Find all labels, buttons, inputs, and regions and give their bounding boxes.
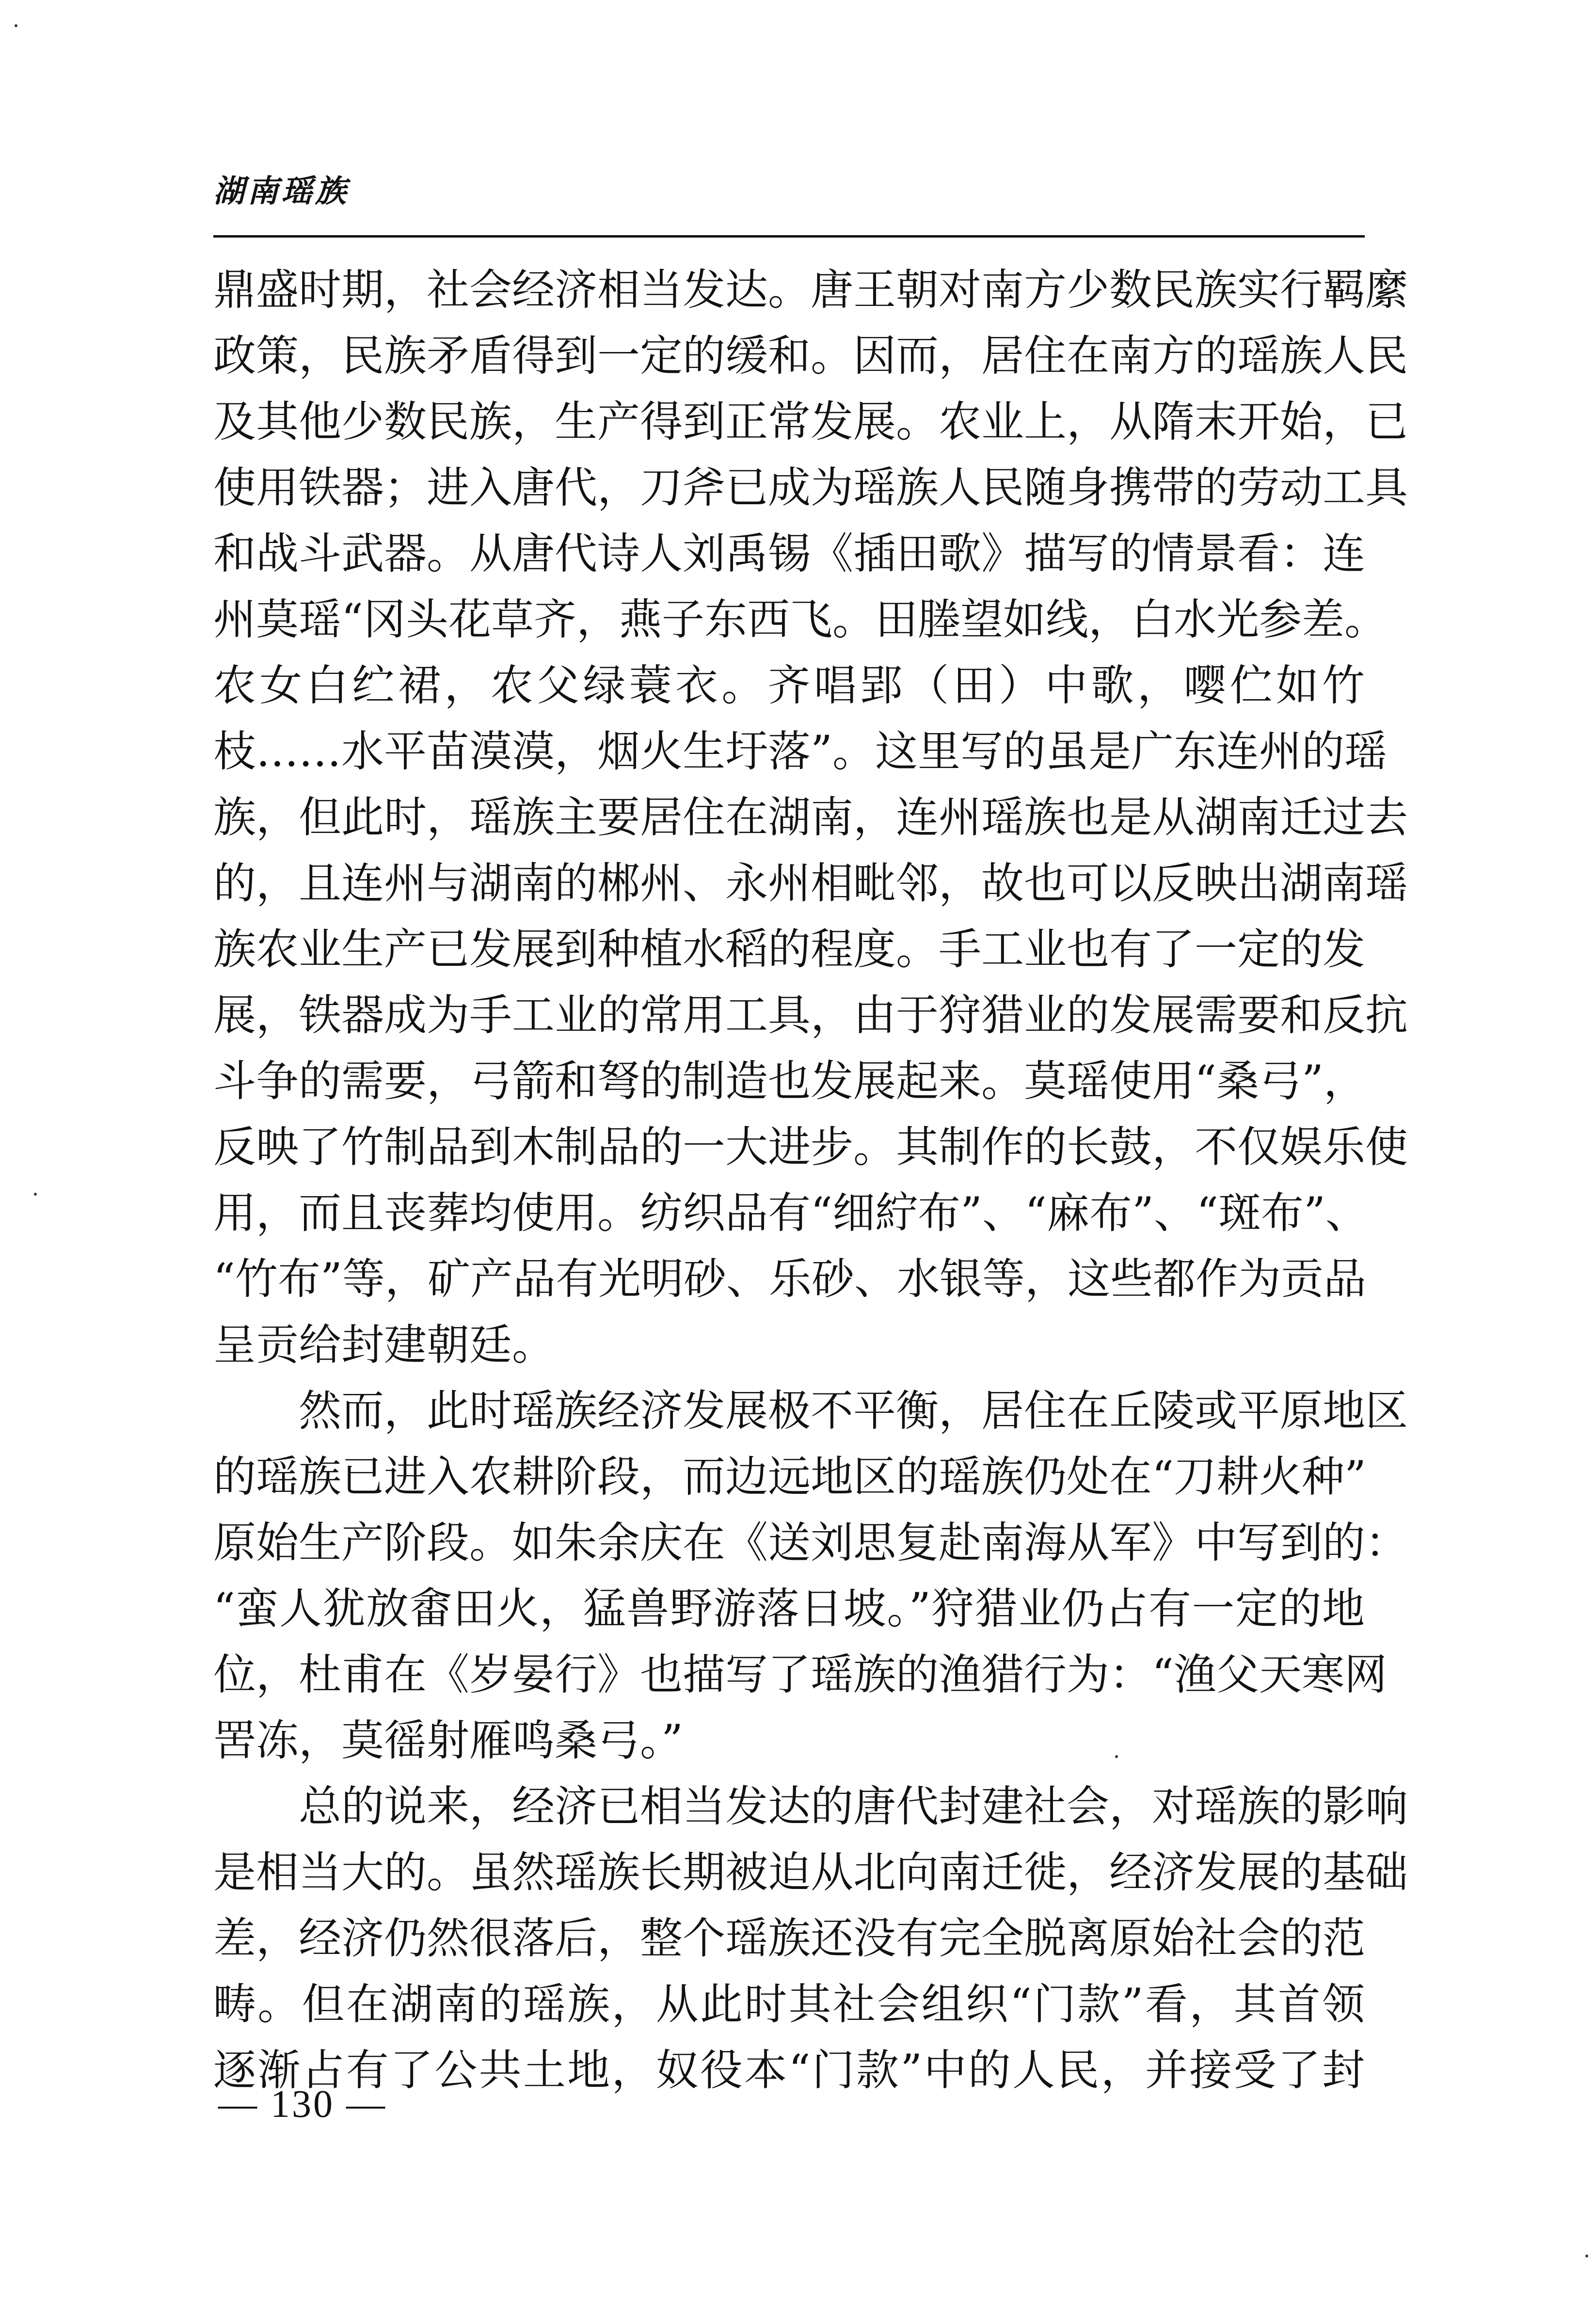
text-line: 反映了竹制品到木制品的一大进步。其制作的长鼓，不仅娱乐使 [213, 1122, 1408, 1172]
text-line: 罟冻，莫徭射雁鸣桑弓。” [213, 1715, 683, 1765]
scan-speck [34, 1193, 37, 1196]
text-line: 的，且连州与湖南的郴州、永州相毗邻，故也可以反映出湖南瑶 [213, 858, 1408, 908]
running-head: 湖南瑶族 [213, 173, 349, 209]
scan-speck [15, 24, 17, 27]
text-line: 政策，民族矛盾得到一定的缓和。因而，居住在南方的瑶族人民 [213, 331, 1408, 381]
text-line: 的瑶族已进入农耕阶段，而边远地区的瑶族仍处在“刀耕火种” [213, 1452, 1366, 1502]
text-line: 及其他少数民族，生产得到正常发展。农业上，从隋末开始，已 [213, 397, 1408, 447]
body-text [213, 257, 1408, 2103]
scan-speck [1585, 2255, 1588, 2257]
text-line: 是相当大的。虽然瑶族长期被迫从北向南迁徙，经济发展的基础 [213, 1847, 1408, 1897]
text-line: 鼎盛时期，社会经济相当发达。唐王朝对南方少数民族实行羁縻 [213, 265, 1408, 315]
text-line: 逐渐占有了公共土地，奴役本“门款”中的人民，并接受了封 [213, 2045, 1365, 2095]
text-line: 用，而且丧葬均使用。纺织品有“细紵布”、“麻布”、“斑布”、 [213, 1188, 1368, 1238]
text-line: 展，铁器成为手工业的常用工具，由于狩猎业的发展需要和反抗 [213, 990, 1408, 1040]
text-line: “竹布”等，矿产品有光明砂、乐砂、水银等，这些都作为贡品 [213, 1254, 1366, 1304]
text-line: 差，经济仍然很落后，整个瑶族还没有完全脱离原始社会的范 [213, 1913, 1366, 1963]
paragraph-3 [213, 1774, 1408, 2103]
header-rule [213, 235, 1365, 238]
text-line: 农女白纻裙，农父绿蓑衣。齐唱郢（田）中歌，嘤伫如竹 [213, 660, 1365, 710]
text-line: 和战斗武器。从唐代诗人刘禹锡《插田歌》描写的情景看：连 [213, 528, 1366, 578]
text-line: “蛮人犹放畬田火，猛兽野游落日坡。”狩猎业仍占有一定的地 [213, 1584, 1365, 1633]
text-line: 然而，此时瑶族经济发展极不平衡，居住在丘陵或平原地区 [299, 1386, 1408, 1436]
text-line: 州莫瑶“冈头花草齐，燕子东西飞。田塍望如线，白水光参差。 [213, 594, 1387, 644]
scan-speck [1115, 1755, 1118, 1758]
text-line: 斗争的需要，弓箭和弩的制造也发展起来。莫瑶使用“桑弓”， [213, 1056, 1366, 1106]
text-line: 总的说来，经济已相当发达的唐代封建社会，对瑶族的影响 [299, 1781, 1408, 1831]
text-line: 位，杜甫在《岁晏行》也描写了瑶族的渔猎行为：“渔父天寒网 [213, 1649, 1387, 1699]
paragraph-2 [213, 1378, 1408, 1774]
text-line: 使用铁器；进入唐代，刀斧已成为瑶族人民随身携带的劳动工具 [213, 463, 1408, 512]
text-line: 原始生产阶段。如朱余庆在《送刘思复赴南海从军》中写到的： [213, 1518, 1408, 1568]
text-line: 枝……水平苗漠漠，烟火生圩落”。这里写的虽是广东连州的瑶 [213, 726, 1387, 776]
text-line: 畴。但在湖南的瑶族，从此时其社会组织“门款”看，其首领 [213, 1979, 1365, 2029]
text-line: 族农业生产已发展到种植水稻的程度。手工业也有了一定的发 [213, 924, 1366, 974]
text-line: 呈贡给封建朝廷。 [213, 1320, 555, 1370]
page-number: — 130 — [218, 2083, 387, 2126]
paragraph-1 [213, 257, 1408, 1378]
text-line: 族，但此时，瑶族主要居住在湖南，连州瑶族也是从湖南迁过去 [213, 792, 1408, 842]
